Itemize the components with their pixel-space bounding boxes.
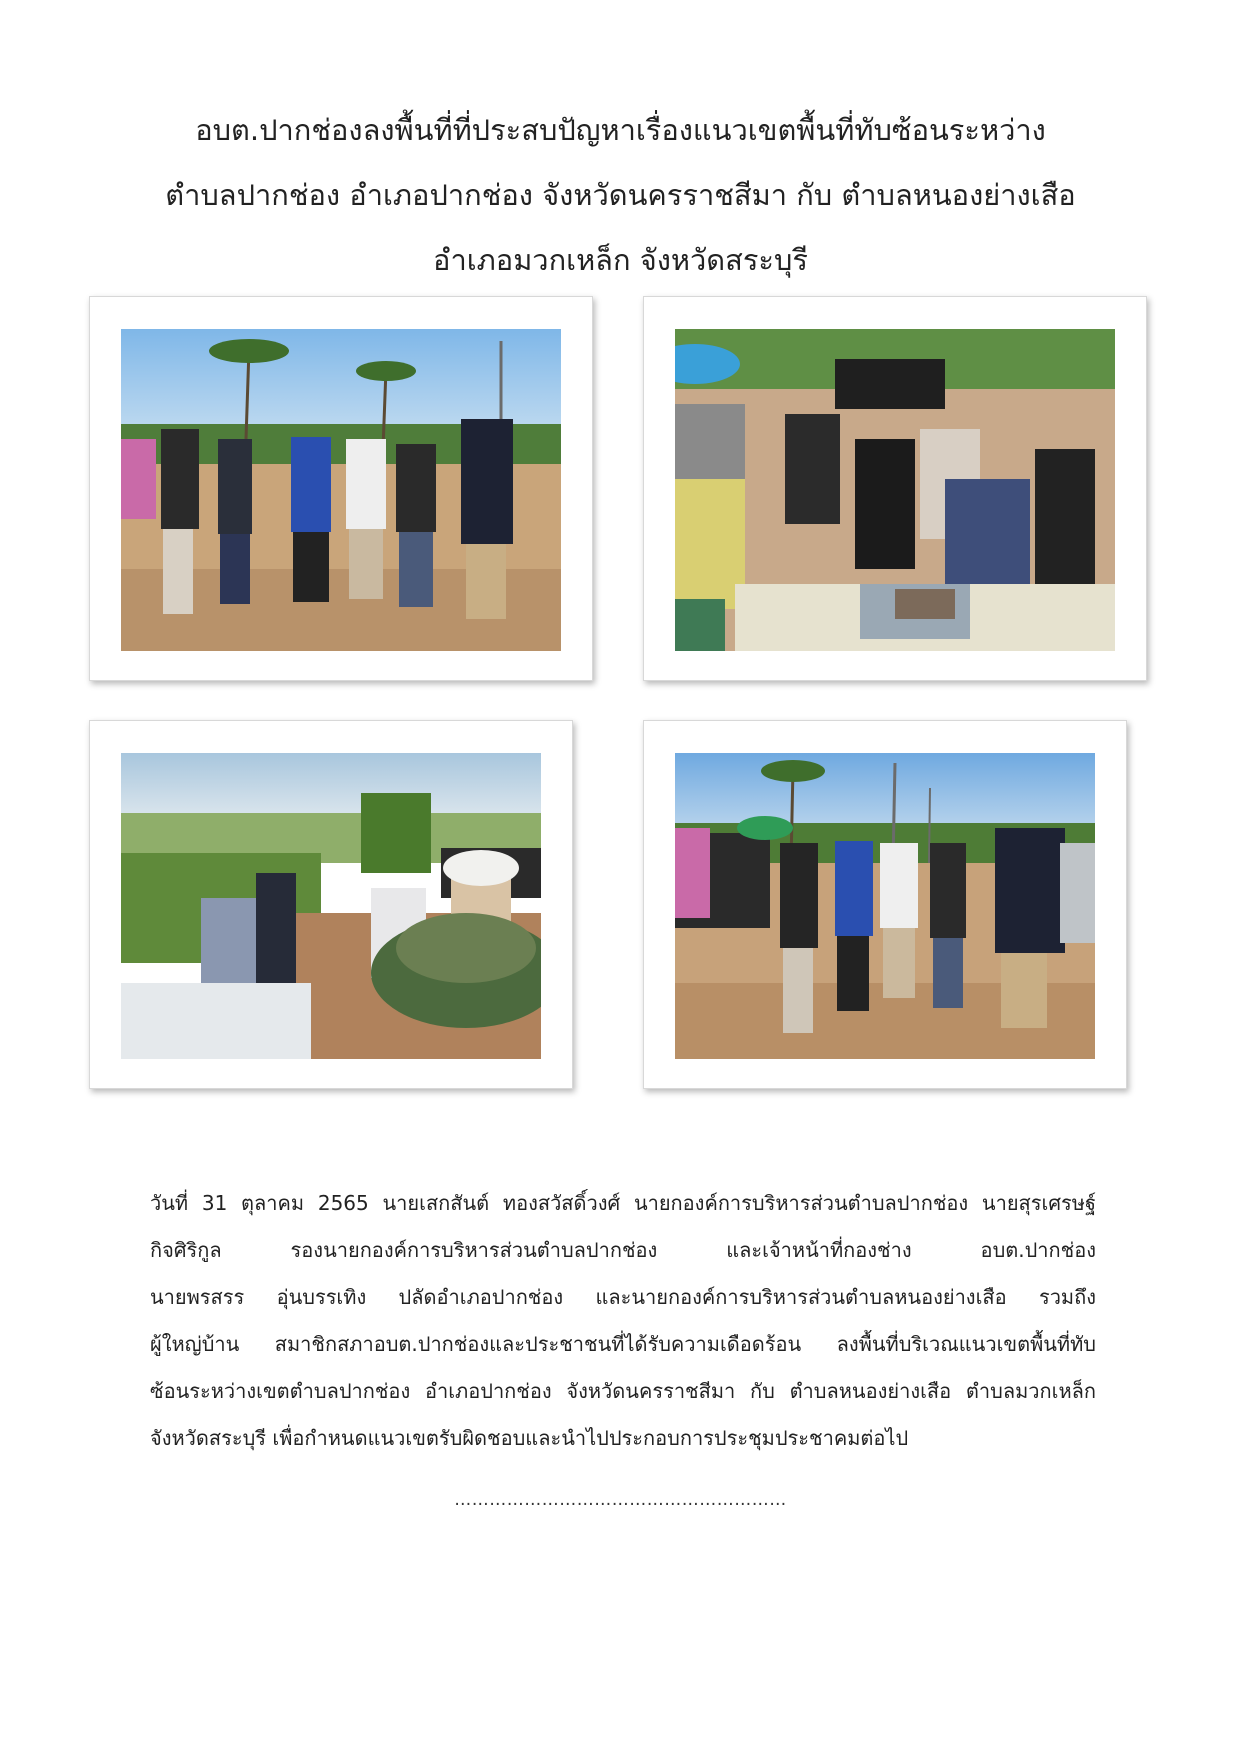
title-line-1: อบต.ปากช่องลงพื้นที่ที่ประสบปัญหาเรื่องแนวเขตพื้นที่ทับซ้อนระหว่าง <box>195 113 1046 147</box>
photo-frame-1 <box>89 296 593 681</box>
body-line-5: ซ้อนระหว่างเขตตำบลปากช่อง อำเภอปากช่อง จังหวัดนครราชสีมา กับ ตำบลหนองย่างเสือ ตำบลมวกเหล็ก <box>150 1379 1096 1403</box>
body-line-4: ผู้ใหญ่บ้าน สมาชิกสภาอบต.ปากช่องและประชาชนที่ได้รับความเดือดร้อน ลงพื้นที่บริเวณแนวเขตพื้นที่ทับ <box>150 1332 1096 1356</box>
title-line-3: อำเภอมวกเหล็ก จังหวัดสระบุรี <box>433 243 808 277</box>
photo-field-inspection <box>121 753 541 1059</box>
photo-frame-2 <box>643 296 1147 681</box>
photo-map-discussion <box>675 329 1115 651</box>
end-dotted-line: ………………………………………………… <box>454 1490 787 1510</box>
photo-frame-4 <box>643 720 1127 1089</box>
body-line-3: นายพรสรร อุ่นบรรเทิง ปลัดอำเภอปากช่อง และนายกองค์การบริหารส่วนตำบลหนองย่างเสือ รวมถึง <box>150 1285 1096 1309</box>
body-paragraph <box>150 1180 1096 1462</box>
body-line-6: จังหวัดสระบุรี เพื่อกำหนดแนวเขตรับผิดชอบและนำไปประกอบการประชุมประชาคมต่อไป <box>150 1426 909 1450</box>
body-line-1: วันที่ 31 ตุลาคม 2565 นายเสกสันต์ ทองสวัสดิ์วงศ์ นายกองค์การบริหารส่วนตำบลปากช่อง นายสุรเศรษฐ์ <box>150 1191 1096 1215</box>
document-title <box>0 98 1241 293</box>
title-line-2: ตำบลปากช่อง อำเภอปากช่อง จังหวัดนครราชสีมา กับ ตำบลหนองย่างเสือ <box>165 178 1076 212</box>
photo-frame-3 <box>89 720 573 1089</box>
body-line-2: กิจศิริกูล รองนายกองค์การบริหารส่วนตำบลปากช่อง และเจ้าหน้าที่กองช่าง อบต.ปากช่อง <box>150 1238 1096 1262</box>
photo-site-visit-group <box>121 329 561 651</box>
photo-roadside-meeting <box>675 753 1095 1059</box>
